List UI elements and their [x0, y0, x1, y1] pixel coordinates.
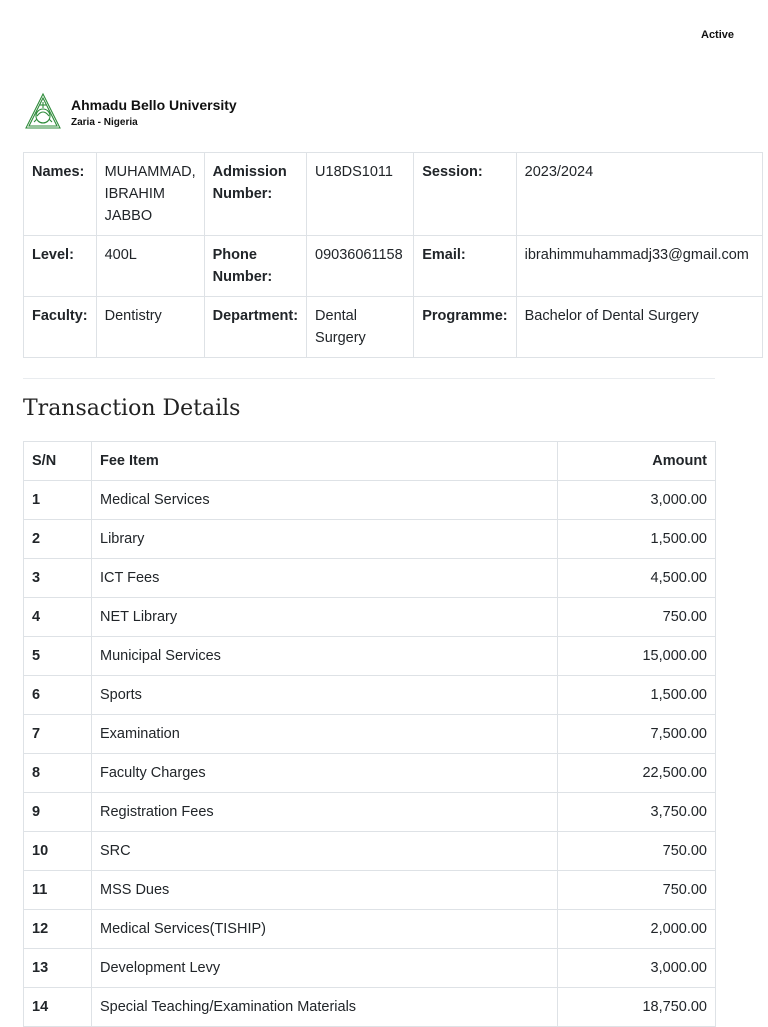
row-fee-item: Medical Services(TISHIP): [92, 910, 558, 949]
row-fee-item: Special Teaching/Examination Materials: [92, 988, 558, 1027]
row-amount: 3,750.00: [558, 793, 716, 832]
student-info-table: [23, 152, 763, 358]
table-row: [24, 598, 716, 637]
transaction-table: [23, 441, 716, 1027]
row-sn: 14: [24, 988, 92, 1027]
amount-header: Amount: [558, 442, 716, 481]
department-label: Department:: [204, 297, 306, 358]
row-amount: 750.00: [558, 871, 716, 910]
transaction-header-row: [24, 442, 716, 481]
row-fee-item: Sports: [92, 676, 558, 715]
table-row: [24, 637, 716, 676]
admission-number-value: U18DS1011: [307, 153, 414, 236]
section-divider: [23, 378, 715, 379]
level-label: Level:: [24, 236, 97, 297]
university-header: [23, 92, 237, 132]
info-row: [24, 236, 763, 297]
names-value: MUHAMMAD, IBRAHIM JABBO: [96, 153, 204, 236]
row-sn: 8: [24, 754, 92, 793]
info-row: [24, 153, 763, 236]
row-sn: 4: [24, 598, 92, 637]
university-name: Ahmadu Bello University: [71, 97, 237, 113]
row-amount: 22,500.00: [558, 754, 716, 793]
row-sn: 13: [24, 949, 92, 988]
fee-item-header: Fee Item: [92, 442, 558, 481]
row-fee-item: Library: [92, 520, 558, 559]
row-fee-item: Municipal Services: [92, 637, 558, 676]
university-title-block: [71, 96, 237, 128]
row-sn: 12: [24, 910, 92, 949]
row-sn: 1: [24, 481, 92, 520]
university-crest-logo: [23, 92, 63, 132]
table-row: [24, 910, 716, 949]
table-row: [24, 481, 716, 520]
row-sn: 9: [24, 793, 92, 832]
row-fee-item: Medical Services: [92, 481, 558, 520]
table-row: [24, 871, 716, 910]
table-row: [24, 520, 716, 559]
row-amount: 7,500.00: [558, 715, 716, 754]
email-value: ibrahimmuhammadj33@gmail.com: [516, 236, 762, 297]
transaction-details-title: Transaction Details: [23, 396, 241, 421]
row-fee-item: Development Levy: [92, 949, 558, 988]
table-row: [24, 988, 716, 1027]
table-row: [24, 754, 716, 793]
row-sn: 2: [24, 520, 92, 559]
row-amount: 3,000.00: [558, 481, 716, 520]
row-fee-item: MSS Dues: [92, 871, 558, 910]
phone-number-label: Phone Number:: [204, 236, 306, 297]
table-row: [24, 559, 716, 598]
admission-number-label: Admission Number:: [204, 153, 306, 236]
row-amount: 1,500.00: [558, 520, 716, 559]
row-amount: 2,000.00: [558, 910, 716, 949]
row-fee-item: NET Library: [92, 598, 558, 637]
row-sn: 7: [24, 715, 92, 754]
row-amount: 18,750.00: [558, 988, 716, 1027]
programme-value: Bachelor of Dental Surgery: [516, 297, 762, 358]
info-row: [24, 297, 763, 358]
table-row: [24, 832, 716, 871]
row-amount: 3,000.00: [558, 949, 716, 988]
row-amount: 15,000.00: [558, 637, 716, 676]
table-row: [24, 793, 716, 832]
university-location: Zaria - Nigeria: [71, 117, 138, 128]
table-row: [24, 949, 716, 988]
level-value: 400L: [96, 236, 204, 297]
phone-number-value: 09036061158: [307, 236, 414, 297]
sn-header: S/N: [24, 442, 92, 481]
row-sn: 10: [24, 832, 92, 871]
row-fee-item: Registration Fees: [92, 793, 558, 832]
row-fee-item: Faculty Charges: [92, 754, 558, 793]
department-value: Dental Surgery: [307, 297, 414, 358]
row-sn: 5: [24, 637, 92, 676]
row-sn: 3: [24, 559, 92, 598]
table-row: [24, 676, 716, 715]
session-value: 2023/2024: [516, 153, 762, 236]
faculty-label: Faculty:: [24, 297, 97, 358]
programme-label: Programme:: [414, 297, 516, 358]
status-label: Active: [701, 29, 735, 41]
row-sn: 6: [24, 676, 92, 715]
row-sn: 11: [24, 871, 92, 910]
row-fee-item: SRC: [92, 832, 558, 871]
session-label: Session:: [414, 153, 516, 236]
row-amount: 750.00: [558, 598, 716, 637]
faculty-value: Dentistry: [96, 297, 204, 358]
row-amount: 750.00: [558, 832, 716, 871]
email-label: Email:: [414, 236, 516, 297]
names-label: Names:: [24, 153, 97, 236]
row-fee-item: Examination: [92, 715, 558, 754]
table-row: [24, 715, 716, 754]
row-amount: 4,500.00: [558, 559, 716, 598]
row-fee-item: ICT Fees: [92, 559, 558, 598]
row-amount: 1,500.00: [558, 676, 716, 715]
